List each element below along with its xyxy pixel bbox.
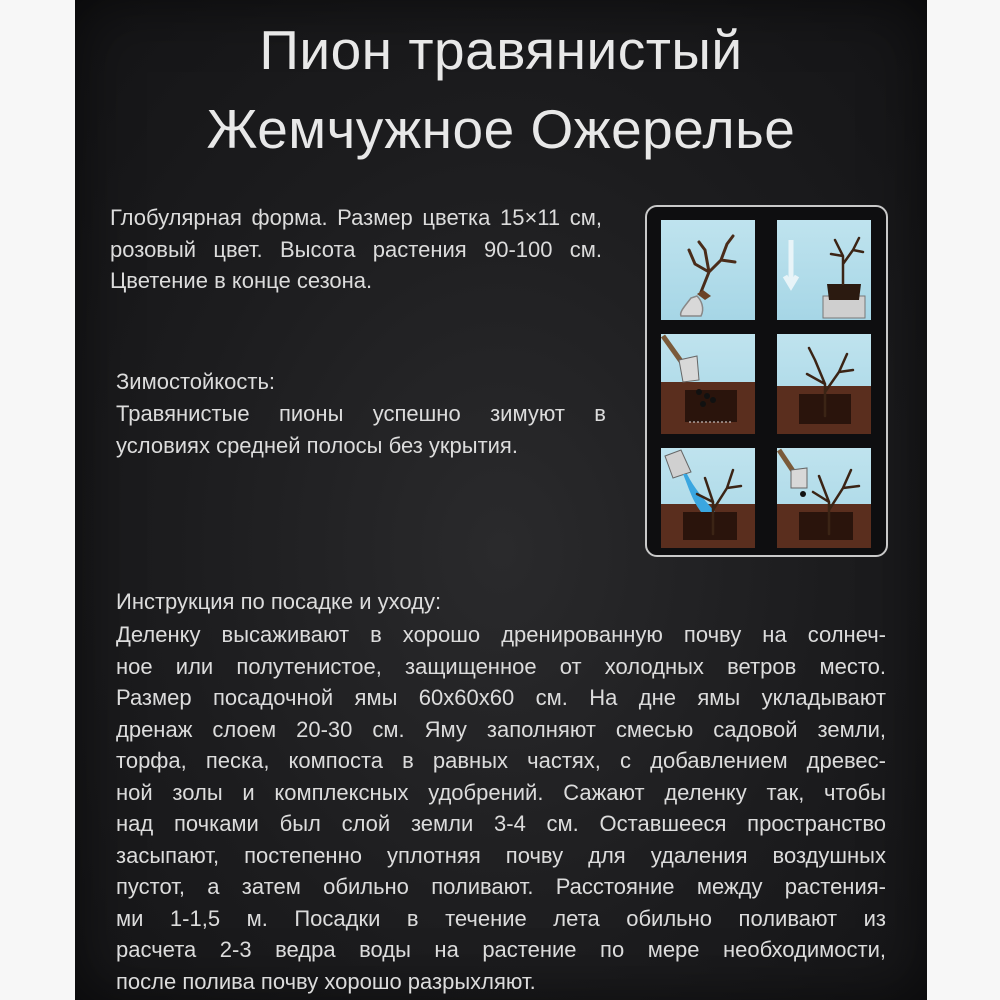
description-text: Глобулярная форма. Размер цветка 15×11 см, розовый цвет. Высота растения 90-100 см. Цветение в конце сезона. (110, 205, 602, 293)
step-water-plant-illustration (661, 448, 755, 548)
instructions-line: после полива почву хорошо разрыхляют. (116, 968, 536, 994)
step-place-root-illustration (777, 334, 871, 434)
planting-steps-infographic (645, 205, 888, 557)
instructions-line: дренаж слоем 20-30 см. Яму заполняют смесью садовой земли, (116, 716, 886, 742)
title-line-1: Пион травянистый (259, 19, 743, 81)
instructions-line: над почками был слой земли 3-4 см. Оставшееся пространство (116, 811, 886, 836)
instructions-line: расчета 2-3 ведра воды на растение по мере необходимости, (116, 937, 886, 962)
step-pot-transplant-illustration (777, 220, 871, 320)
instructions-heading: Инструкция по посадке и уходу: (116, 589, 442, 614)
instructions-line: Размер посадочной ямы 60х60х60 см. На дне ямы укладывают (116, 685, 886, 710)
instructions-line: Деленку высаживают в хорошо дренированную почву на солнеч- (116, 622, 886, 647)
winter-hardiness-text: Травянистые пионы успешно зимуют в условиях средней полосы без укрытия. (116, 401, 606, 458)
instructions-line: торфа, песка, компоста в равных частях, с добавлением древес- (116, 748, 886, 773)
title-line-2: Жемчужное Ожерелье (206, 98, 796, 160)
instructions-line: засыпают, постепенно уплотняя почву для удаления воздушных (116, 842, 886, 868)
instructions-text (116, 619, 886, 997)
instructions-line: пустот, а затем обильно поливают. Расстояние между растения- (116, 874, 886, 899)
instructions-line: ми 1-1,5 м. Посадки в течение лета обильно поливают из (116, 905, 886, 931)
instructions-line: ное или полутенистое, защищенное от холодных ветров место. (116, 653, 886, 679)
step-root-soak-illustration (661, 220, 755, 320)
step-dig-hole-illustration (661, 334, 755, 434)
winter-hardiness-heading: Зимостойкость: (116, 369, 276, 394)
instructions-line: ной золы и комплексных удобрений. Сажают деленку так, чтобы (116, 779, 886, 805)
step-fill-soil-illustration (777, 448, 871, 548)
